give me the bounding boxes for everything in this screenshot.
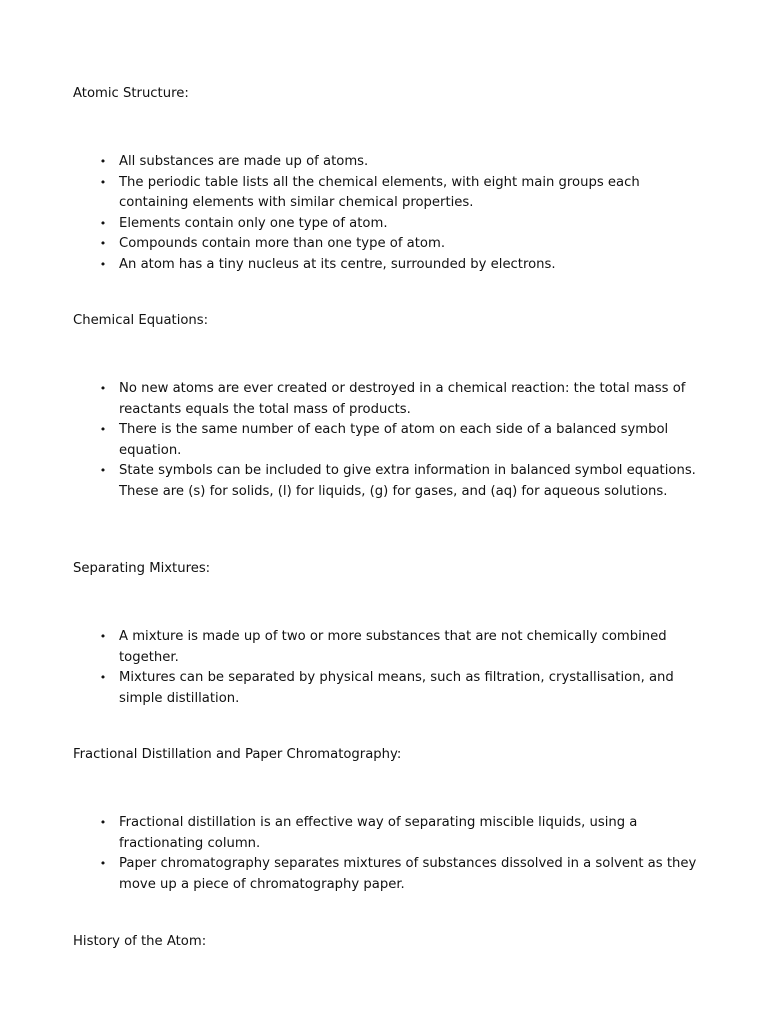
- section-heading: Separating Mixtures:: [73, 561, 211, 576]
- list-item-text: An atom has a tiny nucleus at its centre, surrounded by electrons.: [119, 256, 556, 272]
- list-item: [73, 420, 703, 461]
- list-item-text: Paper chromatography separates mixtures of substances dissolved in a solvent as they move up a piece of chromatography paper.: [119, 856, 697, 892]
- list-item-text: A mixture is made up of two or more substances that are not chemically combined together.: [119, 629, 667, 665]
- list-item: [73, 152, 703, 173]
- bullet-icon: •: [99, 237, 107, 251]
- list-item-text: Compounds contain more than one type of atom.: [119, 236, 446, 252]
- list-item-text: No new atoms are ever created or destroyed in a chemical reaction: the total mass of reactants equals the total mass of products.: [119, 381, 686, 417]
- bullet-list: [73, 627, 703, 709]
- bullet-list: [73, 152, 703, 276]
- list-item-text: Mixtures can be separated by physical means, such as filtration, crystallisation, and simple distillation.: [119, 670, 674, 706]
- list-item: [73, 379, 703, 420]
- list-item: [73, 255, 703, 276]
- bullet-icon: •: [99, 630, 107, 643]
- list-item: [73, 813, 703, 854]
- bullet-icon: •: [99, 816, 107, 829]
- section-fractional-distillation: [73, 745, 703, 892]
- list-item: [73, 461, 703, 502]
- bullet-icon: •: [99, 671, 107, 685]
- list-item-text: The periodic table lists all the chemical elements, with eight main groups each containing elements with similar chemical properties.: [119, 174, 640, 211]
- list-item-text: State symbols can be included to give extra information in balanced symbol equations. These are (s) for solids, (l) for liquids, (g) for gases, and (aq) for aqueous solutions.: [119, 463, 696, 499]
- bullet-list: [73, 813, 703, 895]
- bullet-list: [73, 379, 703, 503]
- section-heading: Fractional Distillation and Paper Chromatography:: [73, 747, 402, 762]
- list-item: [73, 214, 703, 235]
- list-item: [73, 627, 703, 668]
- section-history-of-atom: [73, 932, 703, 953]
- section-heading: Atomic Structure:: [73, 86, 189, 101]
- list-item: [73, 173, 703, 214]
- list-item-text: There is the same number of each type of atom on each side of a balanced symbol equation.: [119, 422, 669, 458]
- bullet-icon: •: [99, 175, 107, 189]
- list-item-text: Fractional distillation is an effective way of separating miscible liquids, using a fractionating column.: [119, 815, 638, 851]
- bullet-icon: •: [99, 155, 107, 168]
- bullet-icon: •: [99, 382, 107, 395]
- bullet-icon: •: [99, 257, 107, 271]
- list-item: [73, 668, 703, 709]
- list-item: [73, 234, 703, 255]
- bullet-icon: •: [99, 216, 107, 230]
- bullet-icon: •: [99, 423, 107, 437]
- section-separating-mixtures: [73, 559, 703, 706]
- bullet-icon: •: [99, 857, 107, 871]
- bullet-icon: •: [99, 464, 107, 478]
- list-item: [73, 854, 703, 895]
- section-chemical-equations: [73, 311, 703, 499]
- list-item-text: Elements contain only one type of atom.: [119, 215, 388, 231]
- section-atomic-structure: [73, 84, 703, 272]
- section-heading: Chemical Equations:: [73, 313, 209, 328]
- section-heading: History of the Atom:: [73, 934, 207, 949]
- list-item-text: All substances are made up of atoms.: [119, 154, 369, 169]
